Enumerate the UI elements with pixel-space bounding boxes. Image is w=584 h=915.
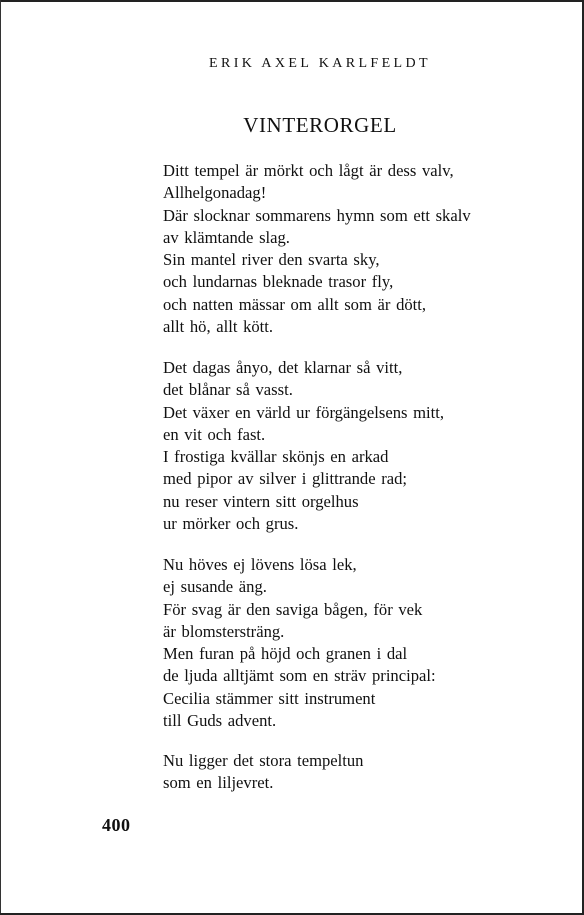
- poem-line: ur mörker och grus.: [163, 514, 299, 534]
- poem-line: med pipor av silver i glittrande rad;: [163, 469, 408, 489]
- stanza-3: [163, 554, 436, 732]
- poem-line: som en liljevret.: [163, 773, 274, 793]
- poem-line: ej susande äng.: [163, 577, 267, 597]
- poem-line: Men furan på höjd och granen i dal: [163, 644, 408, 664]
- stanza-1: [163, 160, 471, 338]
- poem-line: och natten mässar om allt som är dött,: [163, 294, 427, 314]
- poem-line: I frostiga kvällar skönjs en arkad: [163, 447, 389, 467]
- poem-line: Cecilia stämmer sitt instrument: [163, 688, 376, 708]
- poem-line: Sin mantel river den svarta sky,: [163, 250, 380, 270]
- poem-line: Det växer en värld ur förgängelsens mitt,: [163, 402, 445, 422]
- poem-title: VINTERORGEL: [243, 113, 397, 137]
- poem-line: till Guds advent.: [163, 711, 277, 731]
- poem-line: av klämtande slag.: [163, 227, 290, 247]
- stanza-4: [163, 750, 363, 795]
- poem-line: Nu höves ej lövens lösa lek,: [163, 555, 357, 574]
- poem-line: För svag är den saviga bågen, för vek: [163, 599, 423, 619]
- page-border-top: [0, 0, 584, 2]
- poem-line: Ditt tempel är mörkt och lågt är dess valv,: [163, 161, 454, 180]
- poem-line: Nu ligger det stora tempeltun: [163, 751, 364, 770]
- poem-line: nu reser vintern sitt orgelhus: [163, 491, 359, 511]
- poem-line: Allhelgonadag!: [163, 183, 267, 203]
- poem-line: är blomstersträng.: [163, 621, 285, 641]
- poem-line: Det dagas ånyo, det klarnar så vitt,: [163, 358, 403, 377]
- poem-line: en vit och fast.: [163, 424, 266, 444]
- poem-line: och lundarnas bleknade trasor fly,: [163, 272, 394, 292]
- poem-line: Där slocknar sommarens hymn som ett skalv: [163, 205, 471, 225]
- stanza-2: [163, 357, 444, 535]
- poem-line: det blånar så vasst.: [163, 380, 293, 400]
- running-head: ERIK AXEL KARLFELDT: [209, 56, 431, 71]
- poem-line: de ljuda alltjämt som en sträv principal:: [163, 666, 436, 686]
- poem-line: allt hö, allt kött.: [163, 317, 274, 337]
- page-number: 400: [102, 815, 131, 835]
